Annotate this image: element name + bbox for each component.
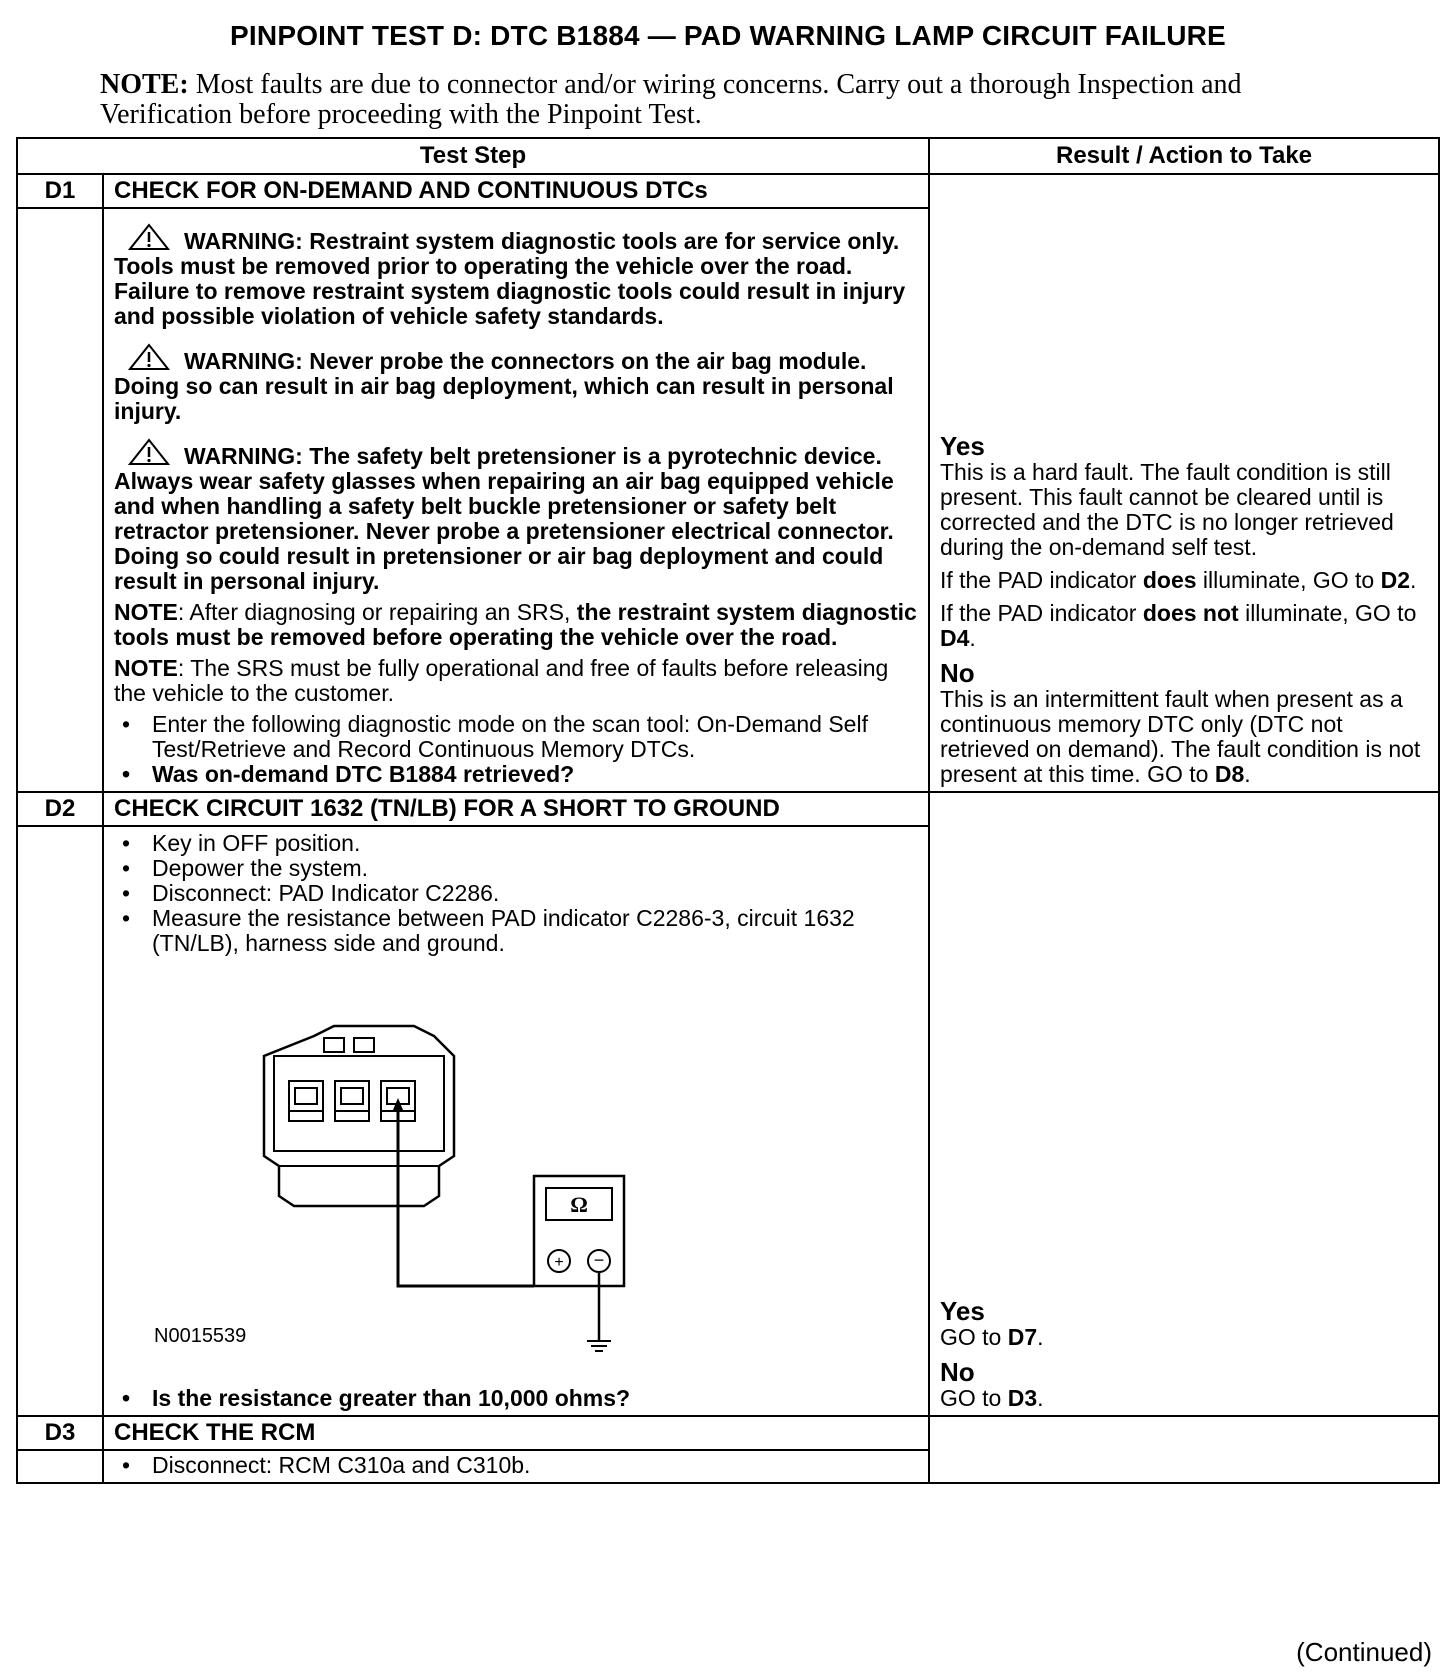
connector-diagram — [114, 956, 918, 1386]
d1-yes-label: Yes — [940, 431, 985, 461]
d2-goto-d3-link[interactable]: D3 — [1007, 1385, 1038, 1411]
d1-yes-text: This is a hard fault. The fault condition is still present. This fault cannot be cleared until is corrected and the DTC is no longer retrieved during the on-demand self test. — [940, 459, 1394, 560]
list-item: • Measure the resistance between PAD indicator C2286-3, circuit 1632 (TN/LB), harness side and ground. — [114, 906, 918, 956]
d1-warning-2: WARNING: Never probe the connectors on the air bag module. Doing so can result in air bag deployment, which can result in personal injury. — [114, 343, 918, 424]
step-d2-spacer — [17, 826, 103, 1416]
figure-id: N0015539 — [154, 1325, 247, 1347]
step-d3-body — [103, 1450, 929, 1483]
d1-note-2: NOTE: The SRS must be fully operational and free of faults before releasing the vehicle to the customer. — [114, 655, 889, 706]
step-d3-result — [929, 1416, 1439, 1483]
step-d3-spacer — [17, 1450, 103, 1483]
connector-ohmmeter-illustration — [254, 1016, 634, 1356]
list-item: • Disconnect: RCM C310a and C310b. — [114, 1453, 918, 1478]
d1-yes-action-a: If the PAD indicator does illuminate, GO to D2. — [940, 567, 1417, 593]
d1-bullet-list — [114, 712, 918, 787]
list-item: • Disconnect: PAD Indicator C2286. — [114, 881, 918, 906]
intro-note-text: Most faults are due to connector and/or wiring concerns. Carry out a thorough Inspection and Verification before proceeding with the Pinpoint Test. — [100, 69, 1242, 130]
intro-note-label: NOTE: — [100, 69, 189, 100]
step-d3-id: D3 — [17, 1416, 103, 1450]
table-header-row — [17, 138, 1439, 174]
d1-warning-3: WARNING: The safety belt pretensioner is a pyrotechnic device. Always wear safety glasses when repairing an air bag equipped vehicle and when handling a safety belt buckle pretensioner or safety belt retractor pretensioner. Never probe a pretensioner electrical connector. Doing so could result in pretensioner or air bag deployment and could result in personal injury. — [114, 438, 918, 594]
col-test-step-header: Test Step — [17, 138, 929, 174]
d1-goto-d4-link[interactable]: D4 — [940, 625, 970, 651]
list-item: • Key in OFF position. — [114, 831, 918, 856]
step-d2-result — [929, 792, 1439, 1416]
step-d1-title: CHECK FOR ON-DEMAND AND CONTINUOUS DTCs — [103, 174, 929, 208]
step-d3-title: CHECK THE RCM — [103, 1416, 929, 1450]
warning-triangle-icon — [128, 223, 170, 251]
d2-yes-label: Yes — [940, 1296, 985, 1326]
d3-bullet-list — [114, 1453, 918, 1478]
d1-question: • Was on-demand DTC B1884 retrieved? — [114, 762, 918, 787]
d2-no-label: No — [940, 1357, 975, 1387]
pinpoint-test-table — [16, 137, 1440, 1484]
continued-label: (Continued) — [1296, 1637, 1432, 1667]
step-d3-title-row — [17, 1416, 1439, 1450]
d2-bullet-list — [114, 831, 918, 956]
d1-no-text: This is an intermittent fault when present as a continuous memory DTC only (DTC not retrieved on demand). The fault condition is not present at this time. GO to D8. — [940, 686, 1421, 787]
d2-goto-d7-link[interactable]: D7 — [1007, 1324, 1038, 1350]
step-d2-title-row — [17, 792, 1439, 826]
page-title: PINPOINT TEST D: DTC B1884 — PAD WARNING LAMP CIRCUIT FAILURE — [230, 20, 1226, 51]
d2-no-action: GO to D3. — [940, 1385, 1044, 1411]
step-d2-body — [103, 826, 929, 1416]
step-d1-spacer — [17, 208, 103, 792]
step-d1-body — [103, 208, 929, 792]
step-d2-id: D2 — [17, 792, 103, 826]
d2-question: • Is the resistance greater than 10,000 ohms? — [114, 1386, 918, 1411]
list-item: • Depower the system. — [114, 856, 918, 881]
warning-triangle-icon — [128, 438, 170, 466]
intro-note — [100, 70, 1300, 130]
d2-yes-action: GO to D7. — [940, 1324, 1044, 1350]
d1-no-label: No — [940, 658, 975, 688]
svg-text:+: + — [554, 1254, 564, 1271]
d1-goto-d8-link[interactable]: D8 — [1214, 761, 1245, 787]
ohm-symbol: Ω — [570, 1192, 588, 1217]
warning-triangle-icon — [128, 343, 170, 371]
d1-warning-1: WARNING: Restraint system diagnostic tools are for service only. Tools must be removed prior to operating the vehicle over the road. Failure to remove restraint system diagnostic tools could result in injury and possible violation of vehicle safety standards. — [114, 223, 918, 329]
step-d2-title: CHECK CIRCUIT 1632 (TN/LB) FOR A SHORT TO GROUND — [103, 792, 929, 826]
step-d1-id: D1 — [17, 174, 103, 208]
d2-question-list — [114, 1386, 918, 1411]
d1-note-1: NOTE: After diagnosing or repairing an SRS, the restraint system diagnostic tools must be removed before operating the vehicle over the road. — [114, 599, 917, 650]
col-result-header: Result / Action to Take — [929, 138, 1439, 174]
d1-yes-action-b: If the PAD indicator does not illuminate, GO to D4. — [940, 600, 1417, 651]
list-item: • Enter the following diagnostic mode on the scan tool: On-Demand Self Test/Retrieve and Record Continuous Memory DTCs. — [114, 712, 918, 762]
step-d1-result — [929, 174, 1439, 792]
d1-goto-d2-link[interactable]: D2 — [1380, 567, 1411, 593]
step-d1-title-row — [17, 174, 1439, 208]
svg-text:−: − — [593, 1250, 605, 1270]
